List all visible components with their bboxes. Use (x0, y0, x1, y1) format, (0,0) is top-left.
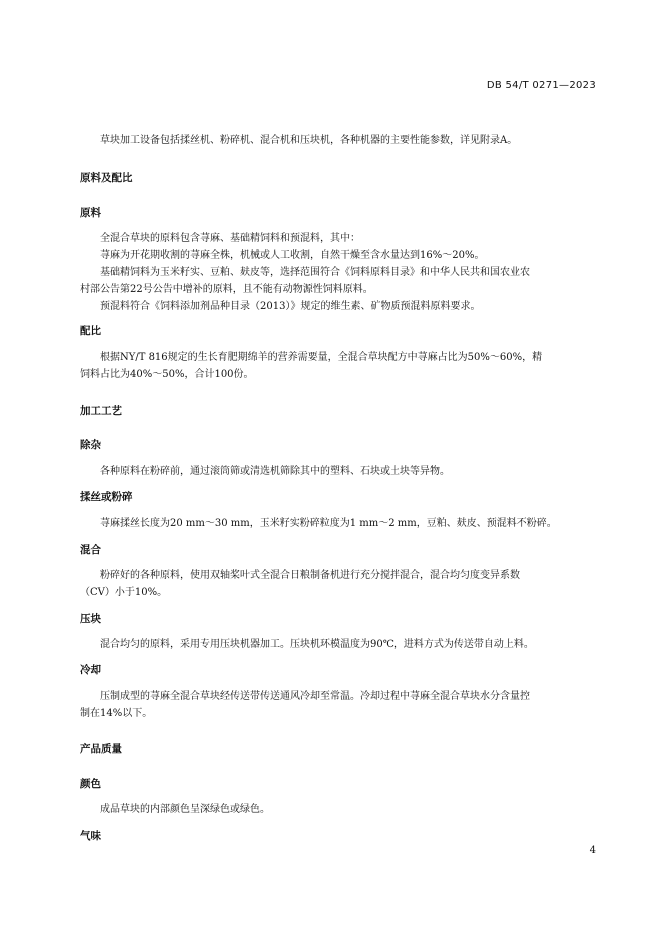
mixing-paragraph-line-1: 粉碎好的各种原料，使用双轴桨叶式全混合日粮制备机进行充分搅拌混合，混合均匀度变异系数 (100, 570, 520, 581)
section-heading-quality: 产品质量 (80, 743, 122, 755)
document-code-header: DB 54/T 0271—2023 (486, 80, 596, 91)
subsection-heading-cleaning: 除杂 (80, 439, 101, 451)
intro-paragraph: 草块加工设备包括揉丝机、粉碎机、混合机和压块机，各种机器的主要性能参数，详见附录A。 (100, 135, 518, 146)
mixing-paragraph-line-2: （CV）小于10%。 (80, 587, 168, 598)
subsection-heading-raw-materials: 原料 (80, 207, 101, 219)
cooling-paragraph-line-1: 压制成型的荨麻全混合草块经传送带传送通风冷却至常温。冷却过程中荨麻全混合草块水分含量控 (100, 691, 530, 702)
section-heading-materials: 原料及配比 (80, 172, 133, 184)
subsection-heading-mixing: 混合 (80, 544, 101, 556)
subsection-heading-ratio: 配比 (80, 325, 101, 337)
page-number: 4 (589, 845, 596, 856)
cooling-paragraph-line-2: 制在14%以下。 (80, 708, 153, 719)
ratio-paragraph-line-1: 根据NY/T 816规定的生长育肥期绵羊的营养需要量，全混合草块配方中荨麻占比为50%～60%，精 (100, 352, 543, 363)
subsection-heading-pressing: 压块 (80, 613, 101, 625)
cleaning-paragraph: 各种原料在粉碎前，通过滚筒筛或清选机筛除其中的塑料、石块或土块等异物。 (100, 466, 450, 477)
section-heading-process: 加工工艺 (80, 405, 122, 417)
subsection-heading-cooling: 冷却 (80, 664, 101, 676)
subsection-heading-smell: 气味 (80, 830, 101, 842)
raw-materials-paragraph-3-line-2: 村部公告第22号公告中增补的原料，且不能有动物源性饲料原料。 (80, 284, 373, 295)
crushing-paragraph: 荨麻揉丝长度为20 mm～30 mm，玉米籽实粉碎粒度为1 mm～2 mm，豆粕、麸皮、预混料不粉碎。 (100, 518, 557, 529)
ratio-paragraph-line-2: 饲料占比为40%～50%，合计100份。 (80, 369, 254, 380)
raw-materials-paragraph-4: 预混料符合《饲料添加剂品种目录（2013）》规定的维生素、矿物质预混料原料要求。 (100, 301, 481, 312)
subsection-heading-color: 颜色 (80, 778, 101, 790)
color-paragraph: 成品草块的内部颜色呈深绿色或绿色。 (100, 804, 270, 815)
raw-materials-paragraph-1: 全混合草块的原料包含荨麻、基础精饲料和预混料，其中： (100, 233, 360, 244)
pressing-paragraph: 混合均匀的原料，采用专用压块机器加工。压块机环模温度为90℃，进料方式为传送带自动上料。 (100, 639, 534, 650)
raw-materials-paragraph-2: 荨麻为开花期收割的荨麻全株，机械或人工收割，自然干燥至含水量达到16%～20%。 (100, 250, 485, 261)
subsection-heading-crushing: 揉丝或粉碎 (80, 491, 133, 503)
raw-materials-paragraph-3-line-1: 基础精饲料为玉米籽实、豆粕、麸皮等，选择范围符合《饲料原料目录》和中华人民共和国农业农 (100, 267, 530, 278)
